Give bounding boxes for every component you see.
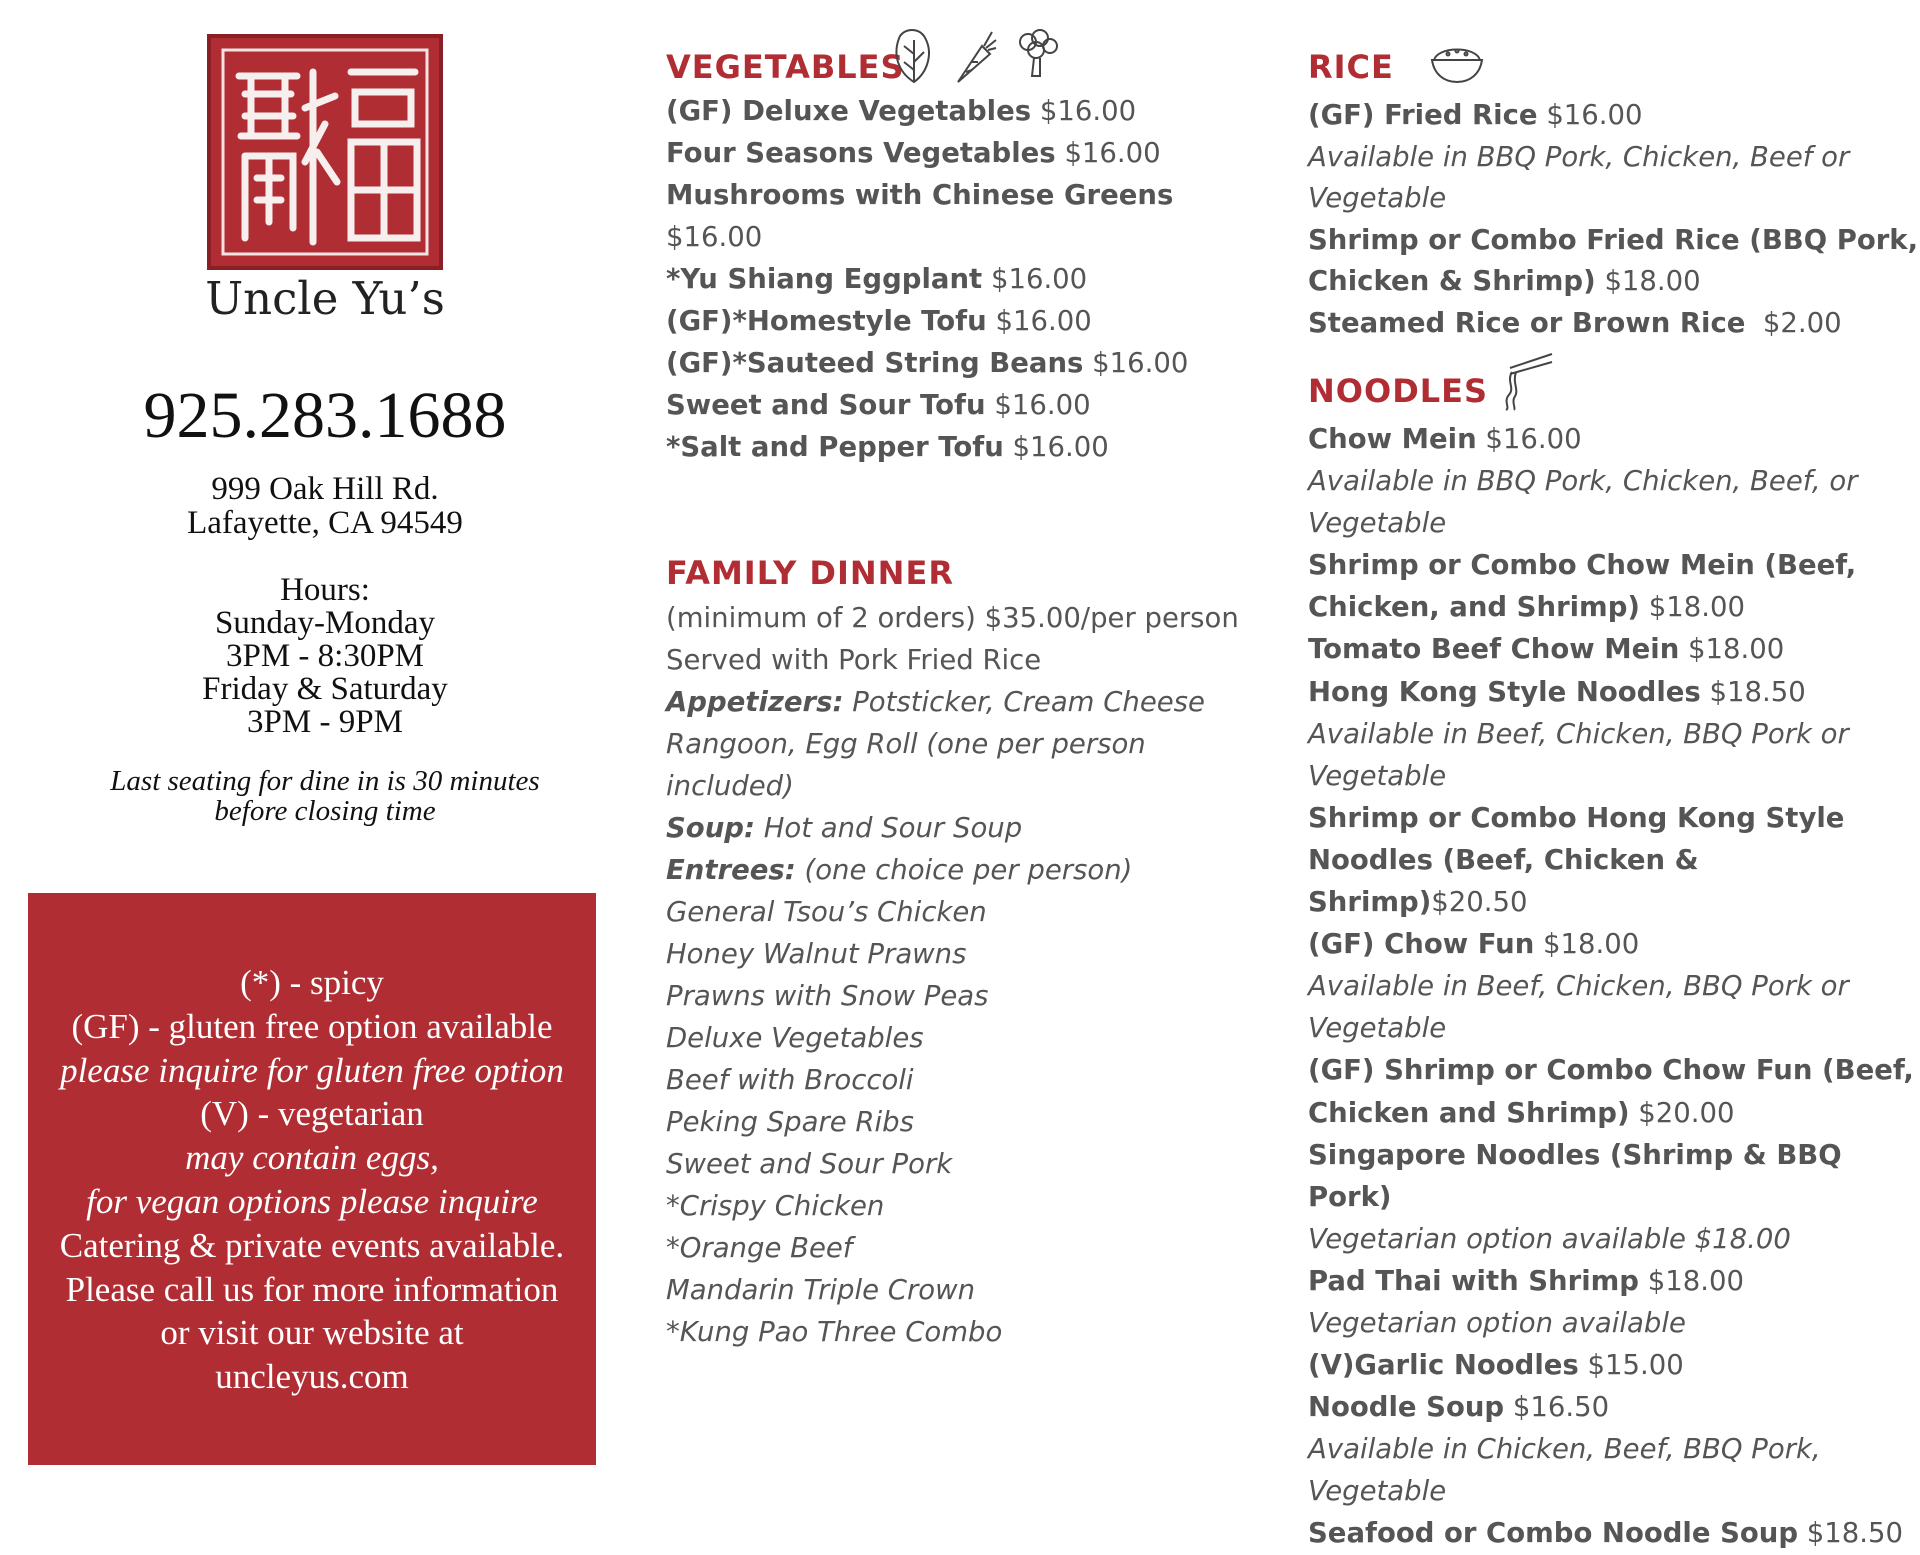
rice-bowl-icon xyxy=(1430,42,1484,84)
chopsticks-noodles-icon xyxy=(1496,352,1556,412)
restaurant-name: Uncle Yu’s xyxy=(205,272,445,325)
menu-item: (GF) Shrimp or Combo Chow Fun (Beef, Chicken and Shrimp) $20.00 xyxy=(1308,1054,1914,1129)
legend-veg-note-1: may contain eggs, xyxy=(185,1138,439,1178)
menu-item: (GF) Chow Fun $18.00 xyxy=(1308,928,1640,961)
legend-veg: (V) - vegetarian xyxy=(200,1094,424,1134)
menu-item: (V)Garlic Noodles $15.00 xyxy=(1308,1349,1684,1382)
menu-item-note: Available in BBQ Pork, Chicken, Beef, or Vegetable xyxy=(1308,465,1858,540)
menu-item-note: Vegetarian option available $18.00 xyxy=(1308,1222,1791,1255)
menu-item-note: Available in Chicken, Beef, BBQ Pork, Vegetable xyxy=(1308,1433,1821,1508)
family-dinner-minimum: (minimum of 2 orders) $35.00/per person xyxy=(666,602,1239,634)
menu-item: (GF) Fried Rice $16.00 xyxy=(1308,99,1643,131)
menu-item-note: Available in BBQ Pork, Chicken, Beef or Vegetable xyxy=(1308,140,1850,214)
entree-item: Honey Walnut Prawns xyxy=(666,938,967,970)
legend-box xyxy=(28,893,596,1465)
address-line-1: 999 Oak Hill Rd. xyxy=(211,471,439,507)
chinese-seal-icon xyxy=(205,32,445,272)
last-seating-note xyxy=(80,766,570,826)
menu-item: *Yu Shiang Eggplant $16.00 xyxy=(666,263,1088,295)
vegetables-title: VEGETABLES xyxy=(666,48,905,86)
legend-call: Please call us for more information xyxy=(65,1269,559,1309)
bok-choy-icon xyxy=(888,26,940,84)
menu-item: Steamed Rice or Brown Rice $2.00 xyxy=(1308,306,1842,339)
menu-item: (GF) Deluxe Vegetables $16.00 xyxy=(666,95,1137,127)
menu-item: (GF)*Sauteed String Beans $16.00 xyxy=(666,347,1189,379)
legend-catering: Catering & private events available. xyxy=(59,1225,565,1265)
entree-item: Sweet and Sour Pork xyxy=(666,1148,953,1180)
entree-item: Deluxe Vegetables xyxy=(666,1022,924,1054)
menu-item: Singapore Noodles (Shrimp & BBQ Pork) xyxy=(1308,1138,1842,1213)
address xyxy=(80,472,570,540)
noodles-list xyxy=(1308,418,1920,1555)
address-line-2: Lafayette, CA 94549 xyxy=(187,505,463,541)
entree-item: Beef with Broccoli xyxy=(666,1064,914,1096)
hours-title: Hours: xyxy=(280,572,370,608)
hours-block xyxy=(80,574,570,739)
menu-item-note: Available in Beef, Chicken, BBQ Pork or Vegetable xyxy=(1308,970,1849,1045)
rice-title: RICE xyxy=(1308,48,1394,86)
noodles-title: NOODLES xyxy=(1308,372,1489,410)
legend-visit: or visit our website at xyxy=(160,1313,464,1353)
family-dinner-appetizers: Appetizers: Potsticker, Cream Cheese Rangoon, Egg Roll (one per person included) xyxy=(666,686,1205,802)
menu-item: Mushrooms with Chinese Greens $16.00 xyxy=(666,179,1174,253)
entree-item: Mandarin Triple Crown xyxy=(666,1274,976,1306)
restaurant-logo xyxy=(205,32,445,272)
menu-item: Noodle Soup $16.50 xyxy=(1308,1391,1610,1424)
menu-item: Shrimp or Combo Hong Kong Style Noodles (Beef, Chicken & Shrimp)$20.50 xyxy=(1308,801,1845,919)
legend-gf: (GF) - gluten free option available xyxy=(71,1006,553,1046)
hours-2-days: Friday & Saturday xyxy=(202,671,448,707)
rice-list xyxy=(1308,95,1920,344)
entree-item: *Crispy Chicken xyxy=(666,1190,885,1222)
family-dinner-entrees: Entrees: (one choice per person) xyxy=(666,854,1133,886)
family-dinner-details xyxy=(666,597,1256,1353)
entree-item: General Tsou’s Chicken xyxy=(666,896,987,928)
menu-item: Shrimp or Combo Chow Mein (Beef, Chicken, and Shrimp) $18.00 xyxy=(1308,549,1857,624)
broccoli-icon xyxy=(1012,28,1062,78)
menu-item: Hong Kong Style Noodles $18.50 xyxy=(1308,675,1806,708)
legend-spicy: (*) - spicy xyxy=(240,963,384,1002)
entree-item: *Kung Pao Three Combo xyxy=(666,1316,1003,1348)
menu-item: Shrimp or Combo Fried Rice (BBQ Pork, Chicken & Shrimp) $18.00 xyxy=(1308,223,1919,297)
menu-item: Tomato Beef Chow Mein $18.00 xyxy=(1308,633,1785,666)
entree-item: Prawns with Snow Peas xyxy=(666,980,989,1012)
menu-item-note: Available in Beef, Chicken, BBQ Pork or Vegetable xyxy=(1308,717,1849,792)
carrot-icon xyxy=(952,28,998,84)
seating-line-2: before closing time xyxy=(214,795,436,827)
hours-1-time: 3PM - 8:30PM xyxy=(225,638,425,674)
vegetables-list xyxy=(666,90,1256,468)
hours-1-days: Sunday-Monday xyxy=(215,605,435,641)
menu-item-note: Vegetarian option available xyxy=(1308,1306,1686,1339)
legend-veg-note-2: for vegan options please inquire xyxy=(86,1181,538,1221)
seating-line-1: Last seating for dine in is 30 minutes xyxy=(110,765,540,797)
family-dinner-title: FAMILY DINNER xyxy=(666,554,954,592)
menu-item: (GF)*Homestyle Tofu $16.00 xyxy=(666,305,1092,337)
phone-number[interactable]: 925.283.1688 xyxy=(143,379,507,452)
menu-item: Sweet and Sour Tofu $16.00 xyxy=(666,389,1091,421)
hours-2-time: 3PM - 9PM xyxy=(247,704,403,740)
entree-item: Peking Spare Ribs xyxy=(666,1106,914,1138)
family-dinner-served: Served with Pork Fried Rice xyxy=(666,644,1042,676)
menu-item: Seafood or Combo Noodle Soup $18.50 xyxy=(1308,1517,1904,1550)
entree-item: *Orange Beef xyxy=(666,1232,853,1264)
menu-item: Pad Thai with Shrimp $18.00 xyxy=(1308,1264,1744,1297)
website-link[interactable]: uncleyus.com xyxy=(215,1357,409,1397)
menu-item: *Salt and Pepper Tofu $16.00 xyxy=(666,431,1109,463)
legend-gf-note: please inquire for gluten free option xyxy=(60,1050,564,1090)
menu-item: Four Seasons Vegetables $16.00 xyxy=(666,137,1161,169)
family-dinner-soup: Soup: Hot and Sour Soup xyxy=(666,812,1023,844)
menu-item: Chow Mein $16.00 xyxy=(1308,423,1582,455)
